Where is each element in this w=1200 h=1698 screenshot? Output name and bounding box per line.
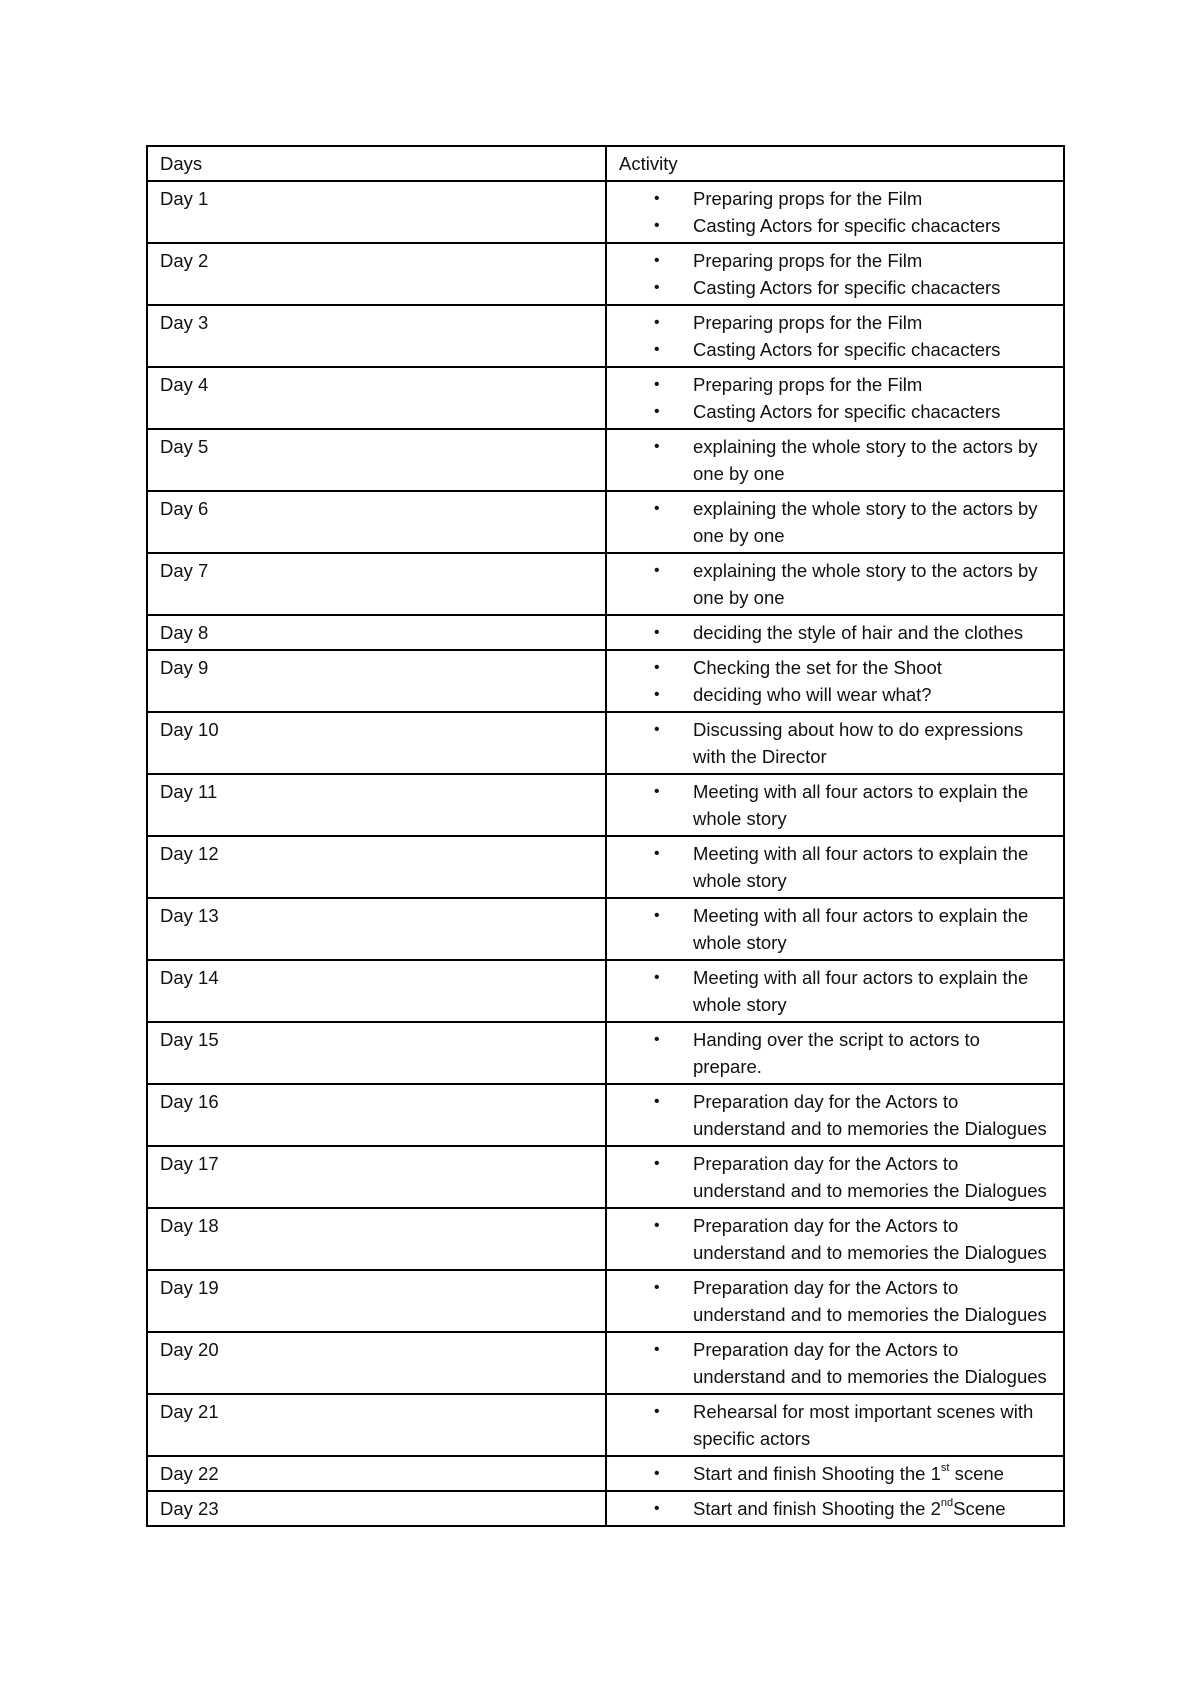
activity-cell	[606, 1394, 1064, 1456]
activity-list	[607, 840, 1051, 894]
activity-cell	[606, 1146, 1064, 1208]
activity-list	[607, 778, 1051, 832]
activity-text: Preparing props for the Film	[693, 250, 923, 271]
bullet-icon: •	[654, 1279, 660, 1296]
activity-text: Preparing props for the Film	[693, 188, 923, 209]
activity-text: Preparation day for the Actors to understand and to memories the Dialogues	[693, 1091, 1047, 1139]
day-cell: Day 22	[147, 1456, 606, 1491]
list-item	[607, 398, 1051, 425]
activity-list	[607, 619, 1051, 646]
schedule-body	[147, 146, 1064, 1526]
activity-cell	[606, 181, 1064, 243]
ordinal-suffix: st	[940, 1461, 950, 1474]
activity-text: explaining the whole story to the actors by one by one	[693, 498, 1038, 546]
bullet-icon: •	[654, 1031, 660, 1048]
schedule-table	[146, 145, 1065, 1527]
table-row	[147, 1491, 1064, 1526]
table-row	[147, 1208, 1064, 1270]
table-row	[147, 1394, 1064, 1456]
activity-text: Casting Actors for specific chacacters	[693, 401, 1001, 422]
activity-text: deciding who will wear what?	[693, 684, 932, 705]
activity-text-tail: scene	[949, 1463, 1004, 1484]
table-row	[147, 836, 1064, 898]
activity-text: Preparation day for the Actors to understand and to memories the Dialogues	[693, 1215, 1047, 1263]
activity-text-tail: Scene	[953, 1498, 1006, 1519]
header-row	[147, 146, 1064, 181]
bullet-icon: •	[654, 624, 660, 641]
bullet-icon: •	[654, 969, 660, 986]
activity-list	[607, 1274, 1051, 1328]
bullet-icon: •	[654, 783, 660, 800]
list-item	[607, 1274, 1051, 1328]
day-cell: Day 17	[147, 1146, 606, 1208]
day-cell: Day 2	[147, 243, 606, 305]
activity-list	[607, 1398, 1051, 1452]
list-item	[607, 1398, 1051, 1452]
activity-cell	[606, 960, 1064, 1022]
bullet-icon: •	[654, 341, 660, 358]
bullet-icon: •	[654, 376, 660, 393]
bullet-icon: •	[654, 845, 660, 862]
table-row	[147, 1270, 1064, 1332]
activity-list	[607, 433, 1051, 487]
activity-list	[607, 1088, 1051, 1142]
activity-cell	[606, 429, 1064, 491]
list-item	[607, 840, 1051, 894]
activity-text: Rehearsal for most important scenes with specific actors	[693, 1401, 1034, 1449]
day-cell: Day 7	[147, 553, 606, 615]
bullet-icon: •	[654, 1093, 660, 1110]
activity-cell	[606, 553, 1064, 615]
activity-text: Preparing props for the Film	[693, 312, 923, 333]
activity-cell	[606, 1270, 1064, 1332]
activity-text: Start and finish Shooting the 2	[693, 1498, 941, 1519]
table-row	[147, 650, 1064, 712]
table-row	[147, 1022, 1064, 1084]
activity-cell	[606, 615, 1064, 650]
activity-cell	[606, 898, 1064, 960]
activity-text: Preparation day for the Actors to understand and to memories the Dialogues	[693, 1339, 1047, 1387]
bullet-icon: •	[654, 1403, 660, 1420]
bullet-icon: •	[654, 279, 660, 296]
activity-cell	[606, 712, 1064, 774]
list-item	[607, 1150, 1051, 1204]
list-item	[607, 371, 1051, 398]
list-item	[607, 1495, 1051, 1522]
list-item	[607, 495, 1051, 549]
activity-cell	[606, 491, 1064, 553]
table-row	[147, 429, 1064, 491]
list-item	[607, 716, 1051, 770]
list-item	[607, 619, 1051, 646]
bullet-icon: •	[654, 217, 660, 234]
bullet-icon: •	[654, 562, 660, 579]
table-row	[147, 898, 1064, 960]
activity-cell	[606, 1456, 1064, 1491]
list-item	[607, 964, 1051, 1018]
list-item	[607, 433, 1051, 487]
day-cell: Day 12	[147, 836, 606, 898]
activity-text: Casting Actors for specific chacacters	[693, 277, 1001, 298]
table-row	[147, 712, 1064, 774]
ordinal-suffix: nd	[940, 1496, 954, 1509]
day-cell: Day 9	[147, 650, 606, 712]
day-cell: Day 15	[147, 1022, 606, 1084]
bullet-icon: •	[654, 1341, 660, 1358]
table-row	[147, 553, 1064, 615]
activity-cell	[606, 1084, 1064, 1146]
activity-list	[607, 309, 1051, 363]
list-item	[607, 557, 1051, 611]
table-row	[147, 243, 1064, 305]
activity-cell	[606, 1208, 1064, 1270]
bullet-icon: •	[654, 686, 660, 703]
day-cell: Day 19	[147, 1270, 606, 1332]
bullet-icon: •	[654, 500, 660, 517]
activity-text: Preparation day for the Actors to understand and to memories the Dialogues	[693, 1153, 1047, 1201]
list-item	[607, 1088, 1051, 1142]
day-cell: Day 1	[147, 181, 606, 243]
activity-text: explaining the whole story to the actors by one by one	[693, 560, 1038, 608]
activity-text: Meeting with all four actors to explain the whole story	[693, 843, 1029, 891]
activity-list	[607, 247, 1051, 301]
activity-list	[607, 1212, 1051, 1266]
activity-text: Casting Actors for specific chacacters	[693, 339, 1001, 360]
activity-text: Meeting with all four actors to explain the whole story	[693, 967, 1029, 1015]
activity-text: Discussing about how to do expressions with the Director	[693, 719, 1024, 767]
activity-cell	[606, 774, 1064, 836]
activity-text: Start and finish Shooting the 1	[693, 1463, 941, 1484]
list-item	[607, 681, 1051, 708]
list-item	[607, 336, 1051, 363]
day-cell: Day 6	[147, 491, 606, 553]
bullet-icon: •	[654, 659, 660, 676]
activity-text: explaining the whole story to the actors by one by one	[693, 436, 1038, 484]
list-item	[607, 1336, 1051, 1390]
list-item	[607, 309, 1051, 336]
list-item	[607, 274, 1051, 301]
activity-list	[607, 557, 1051, 611]
bullet-icon: •	[654, 190, 660, 207]
activity-text: Meeting with all four actors to explain the whole story	[693, 905, 1029, 953]
day-cell: Day 18	[147, 1208, 606, 1270]
activity-cell	[606, 836, 1064, 898]
day-cell: Day 11	[147, 774, 606, 836]
days-header: Days	[147, 146, 606, 181]
activity-cell	[606, 1332, 1064, 1394]
day-cell: Day 23	[147, 1491, 606, 1526]
activity-list	[607, 1150, 1051, 1204]
table-row	[147, 181, 1064, 243]
activity-list	[607, 1460, 1051, 1487]
bullet-icon: •	[654, 907, 660, 924]
activity-list	[607, 716, 1051, 770]
day-cell: Day 14	[147, 960, 606, 1022]
activity-cell	[606, 650, 1064, 712]
table-row	[147, 1332, 1064, 1394]
activity-text: Preparing props for the Film	[693, 374, 923, 395]
list-item	[607, 778, 1051, 832]
list-item	[607, 1026, 1051, 1080]
activity-text: Checking the set for the Shoot	[693, 657, 942, 678]
list-item	[607, 185, 1051, 212]
list-item	[607, 1460, 1051, 1487]
table-row	[147, 1456, 1064, 1491]
activity-list	[607, 185, 1051, 239]
bullet-icon: •	[654, 1500, 660, 1517]
bullet-icon: •	[654, 314, 660, 331]
activity-text: deciding the style of hair and the clothes	[693, 622, 1024, 643]
activity-cell	[606, 1022, 1064, 1084]
day-cell: Day 8	[147, 615, 606, 650]
activity-text: Handing over the script to actors to prepare.	[693, 1029, 980, 1077]
day-cell: Day 21	[147, 1394, 606, 1456]
activity-list	[607, 964, 1051, 1018]
day-cell: Day 10	[147, 712, 606, 774]
bullet-icon: •	[654, 1465, 660, 1482]
day-cell: Day 5	[147, 429, 606, 491]
day-cell: Day 3	[147, 305, 606, 367]
day-cell: Day 16	[147, 1084, 606, 1146]
day-cell: Day 13	[147, 898, 606, 960]
activity-list	[607, 495, 1051, 549]
activity-text: Preparation day for the Actors to understand and to memories the Dialogues	[693, 1277, 1047, 1325]
activity-cell	[606, 243, 1064, 305]
activity-text: Meeting with all four actors to explain the whole story	[693, 781, 1029, 829]
activity-cell	[606, 1491, 1064, 1526]
bullet-icon: •	[654, 721, 660, 738]
table-row	[147, 615, 1064, 650]
table-row	[147, 367, 1064, 429]
list-item	[607, 654, 1051, 681]
table-row	[147, 960, 1064, 1022]
activity-cell	[606, 367, 1064, 429]
table-row	[147, 305, 1064, 367]
list-item	[607, 902, 1051, 956]
list-item	[607, 247, 1051, 274]
bullet-icon: •	[654, 1217, 660, 1234]
activity-list	[607, 1026, 1051, 1080]
table-row	[147, 1084, 1064, 1146]
activity-cell	[606, 305, 1064, 367]
activity-list	[607, 902, 1051, 956]
bullet-icon: •	[654, 1155, 660, 1172]
activity-list	[607, 654, 1051, 708]
activity-list	[607, 1336, 1051, 1390]
day-cell: Day 4	[147, 367, 606, 429]
bullet-icon: •	[654, 252, 660, 269]
activity-list	[607, 1495, 1051, 1522]
table-row	[147, 1146, 1064, 1208]
activity-header: Activity	[606, 146, 1064, 181]
table-row	[147, 491, 1064, 553]
bullet-icon: •	[654, 403, 660, 420]
activity-list	[607, 371, 1051, 425]
list-item	[607, 1212, 1051, 1266]
bullet-icon: •	[654, 438, 660, 455]
list-item	[607, 212, 1051, 239]
table-row	[147, 774, 1064, 836]
day-cell: Day 20	[147, 1332, 606, 1394]
activity-text: Casting Actors for specific chacacters	[693, 215, 1001, 236]
